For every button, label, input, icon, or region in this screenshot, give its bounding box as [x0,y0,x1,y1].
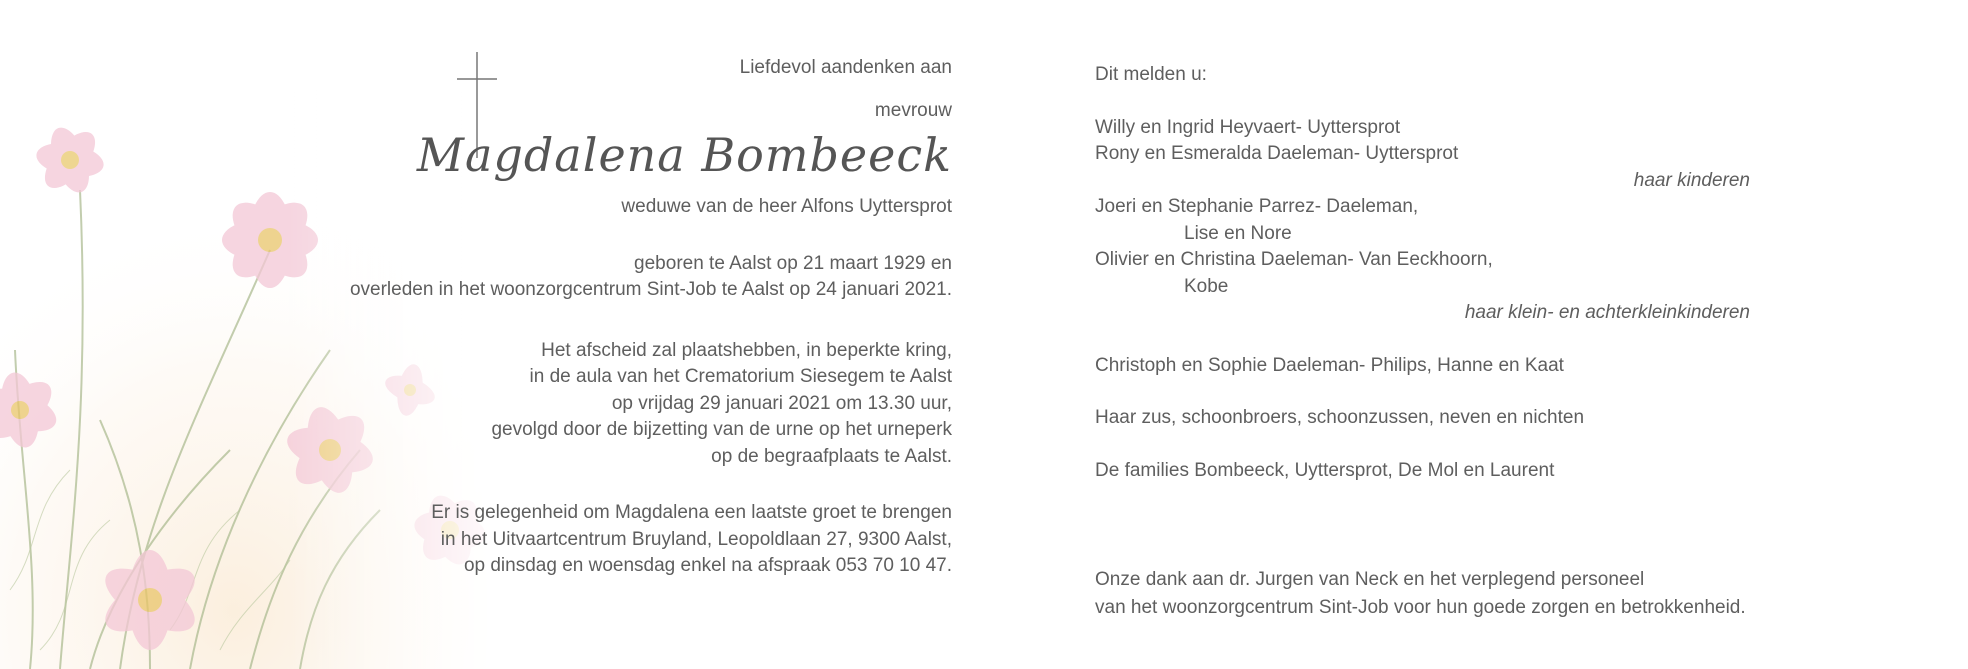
thanks-line: Onze dank aan dr. Jurgen van Neck en het verplegend personeel [1095,569,1645,590]
visit-line: in het Uitvaartcentrum Bruyland, Leopoldlaan 27, 9300 Aalst, [440,528,952,550]
ceremony-block [250,338,952,471]
obituary-left-column [250,55,952,580]
born-line: geboren te Aalst op 21 maart 1929 en [634,252,952,274]
children-role: haar kinderen [1633,169,1750,191]
grandchild-kids: Kobe [1184,275,1229,297]
ceremony-line: op de begraafplaats te Aalst. [711,445,952,467]
title-text: mevrouw [874,99,952,121]
ceremony-line: in de aula van het Crematorium Siesegem te Aalst [529,366,952,387]
visit-line: Er is gelegenheid om Magdalena een laatste groet te brengen [431,502,952,523]
grandchild-family: Olivier en Christina Daeleman- Van Eeckhoorn, [1095,249,1493,270]
siblings-line: Haar zus, schoonbroers, schoonzussen, neven en nichten [1095,407,1585,428]
child-line: Rony en Esmeralda Daeleman- Uyttersprot [1095,143,1459,164]
ceremony-line: gevolgd door de bijzetting van de urne op het urneperk [491,419,952,440]
deceased-name: Magdalena Bombeeck [416,128,952,182]
thanks-block [1095,566,1746,621]
died-line: overleden in het woonzorgcentrum Sint-Job te Aalst op 24 januari 2021. [349,279,952,300]
visit-block [250,500,952,580]
visit-line: op dinsdag en woensdag enkel na afspraak 053 70 10 47. [463,555,952,576]
intro-text: Liefdevol aandenken aan [739,57,952,78]
ceremony-line: Het afscheid zal plaatshebben, in beperkte kring, [541,339,952,361]
right-intro: Dit melden u: [1095,64,1207,85]
ceremony-line: op vrijdag 29 januari 2021 om 13.30 uur, [611,392,952,414]
grandchild-family: Joeri en Stephanie Parrez- Daeleman, [1095,196,1419,217]
grandchild-kids: Lise en Nore [1184,222,1292,244]
thanks-line: van het woonzorgcentrum Sint-Job voor hun goede zorgen en betrokkenheid. [1095,596,1746,618]
families-line: De families Bombeeck, Uyttersprot, De Mol en Laurent [1095,459,1555,481]
widow-text: weduwe van de heer Alfons Uyttersprot [621,196,952,217]
birth-death-block [250,251,952,304]
child-line: Willy en Ingrid Heyvaert- Uyttersprot [1095,116,1401,138]
grandchildren-role: haar klein- en achterkleinkinderen [1464,302,1750,323]
relative-line: Christoph en Sophie Daeleman- Philips, Hanne en Kaat [1095,354,1564,376]
obituary-right-column [1095,62,1895,484]
